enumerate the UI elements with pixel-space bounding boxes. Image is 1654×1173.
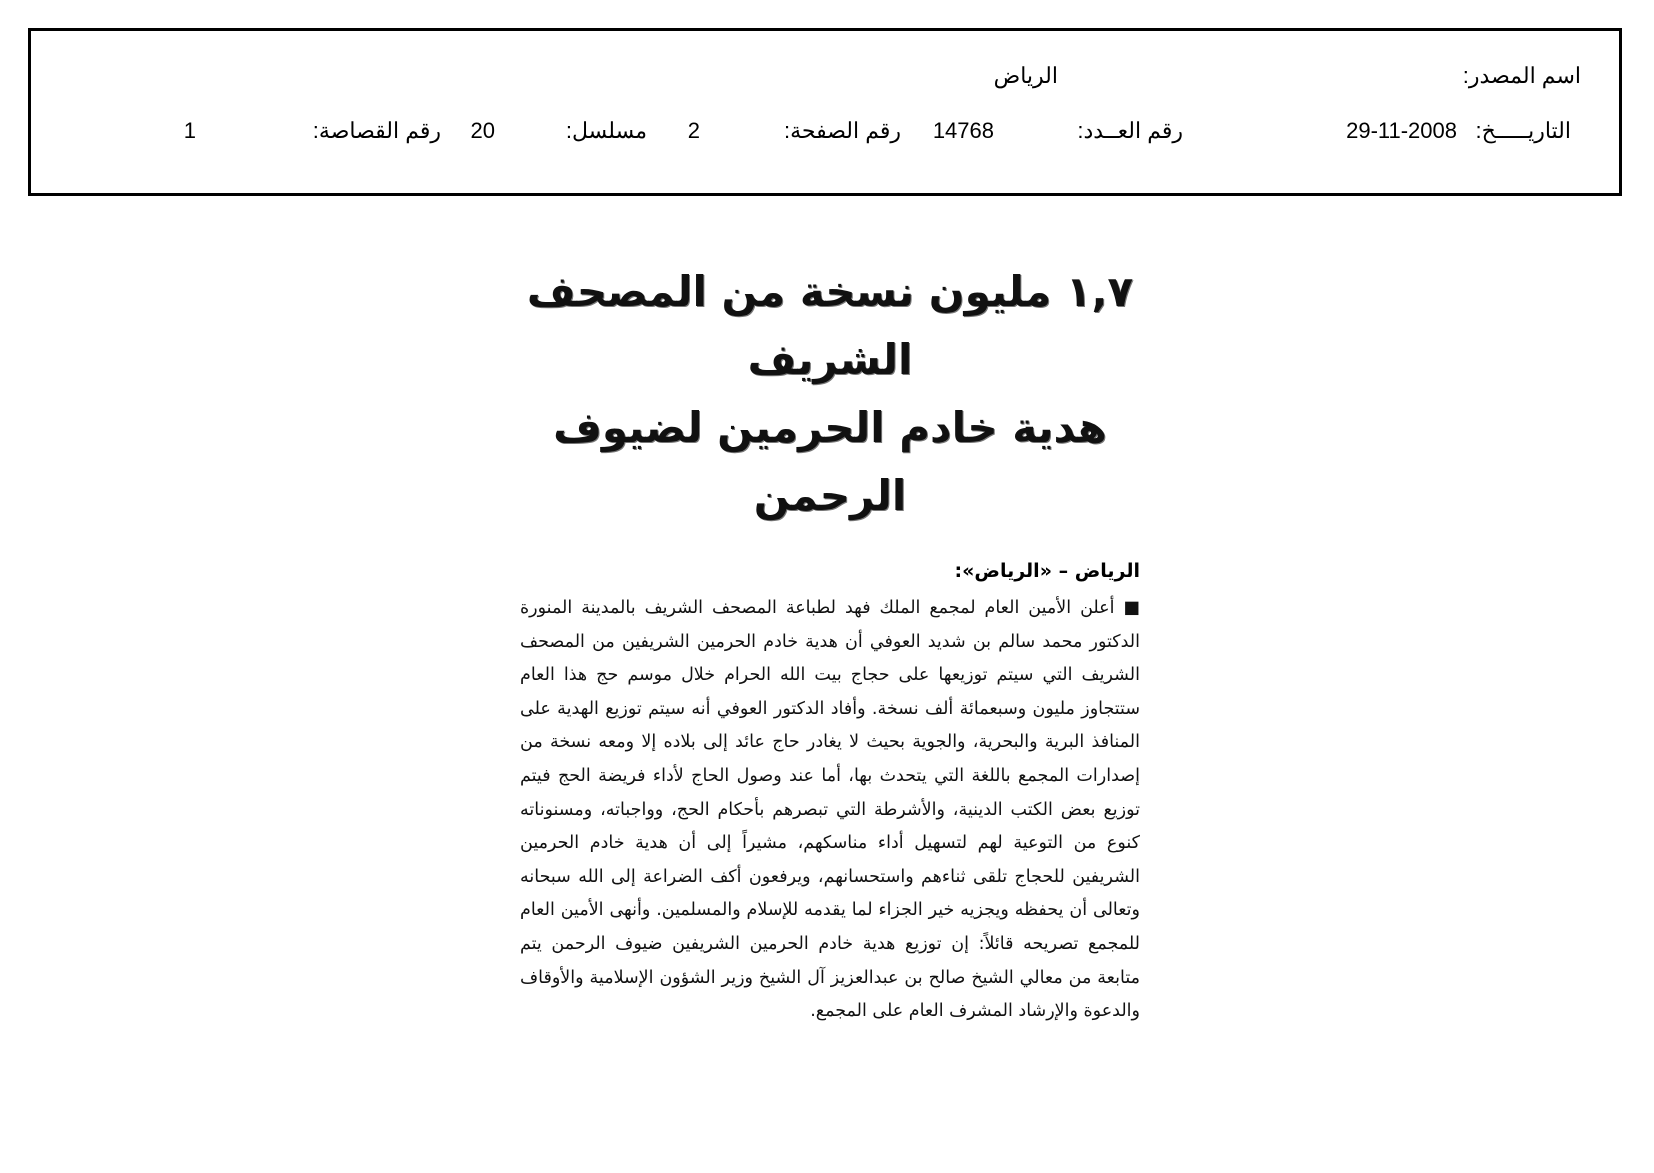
serial-label: مسلسل: (565, 118, 647, 143)
article-byline: الرياض – «الرياض»: (954, 560, 1140, 582)
clip-number-value: 1 (183, 118, 196, 143)
clip-number-label: رقم القصاصة: (312, 118, 441, 143)
article-body: ■ أعلن الأمين العام لمجمع الملك فهد لطباعة المصحف الشريف بالمدينة المنورة الدكتور محمد سالم بن شديد العوفي أن هدية خادم الحرمين الشريفين من المصحف الشريف التي سيتم توزيعها على حجاج بيت الله الحرام خلال موسم حج هذا العام ستتجاوز مليون وسبعمائة ألف نسخة. وأفاد الدكتور العوفي أنه سيتم توزيع الهدية على المنافذ البرية والبحرية، والجوية بحيث لا يغادر حاج عائد إلى بلاده إلا ومعه نسخة من إصدارات المجمع باللغة التي يتحدث بها، أما عند وصول الحاج لأداء فريضة الحج فيتم توزيع بعض الكتب الدينية، والأشرطة التي تبصرهم بأحكام الحج، وواجباته، ومسنوناته كنوع من التوعية لهم لتسهيل أداء مناسكهم، مشيراً إلى أن هدية خادم الحرمين الشريفين للحجاج تلقى ثناءهم واستحسانهم، ويرفعون أكف الضراعة إلى الله سبحانه وتعالى أن يحفظه ويجزيه خير الجزاء لما يقدمه للإسلام والمسلمين. وأنهى الأمين العام للمجمع تصريحه قائلاً: إن توزيع هدية خادم الحرمين الشريفين ضيوف الرحمن يتم متابعة من معالي الشيخ صالح بن عبدالعزيز آل الشيخ وزير الشؤون الإسلامية والأوقاف والدعوة والإرشاد المشرف العام على المجمع. (520, 598, 1140, 1022)
source-value: الرياض (993, 63, 1058, 88)
page-number-label: رقم الصفحة: (783, 118, 901, 143)
article-headline (520, 258, 1140, 530)
issue-value: 14768 (932, 118, 994, 143)
headline-line-1: ١,٧ مليون نسخة من المصحف الشريف (526, 267, 1134, 384)
date-label: التاريـــــخ: (1475, 118, 1571, 143)
page-number-value: 2 (687, 118, 700, 143)
news-article (520, 258, 1140, 1029)
date-value: 29-11-2008 (1346, 118, 1457, 143)
headline-line-2: هدية خادم الحرمين لضيوف الرحمن (553, 403, 1107, 520)
source-label: اسم المصدر: (1462, 63, 1581, 88)
serial-value: 20 (470, 118, 495, 143)
metadata-header-box (28, 28, 1622, 196)
issue-label: رقم العــدد: (1077, 118, 1183, 143)
